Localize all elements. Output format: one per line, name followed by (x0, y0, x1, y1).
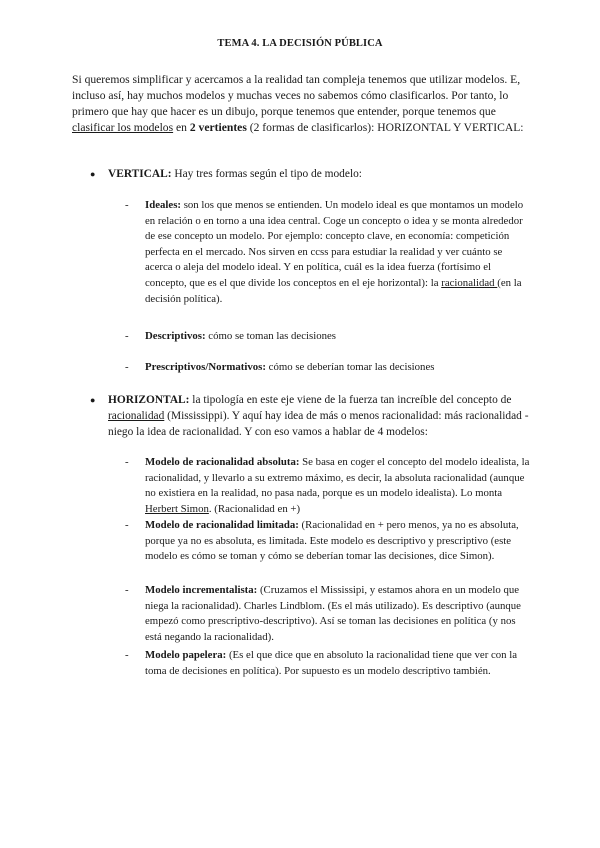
bullet-dot-icon: ● (90, 169, 96, 179)
dash-marker: - (125, 519, 129, 531)
subitem-prescriptivos (125, 360, 530, 376)
subitem-incrementalista-label: Modelo incrementalista: (145, 584, 258, 596)
subitem-racionalidad-absoluta (125, 455, 530, 517)
subitem-descriptivos (125, 329, 530, 345)
dash-marker: - (125, 584, 129, 596)
bullet-vertical-text (108, 167, 532, 183)
subitem-ideales-label: Ideales: (145, 199, 181, 211)
dash-marker: - (125, 456, 129, 468)
dash-marker: - (125, 649, 129, 661)
subitem-incrementalista (125, 583, 530, 645)
subitem-descriptivos-label: Descriptivos: (145, 330, 206, 342)
bullet-vertical (72, 167, 532, 183)
intro-text-2: en (173, 121, 190, 134)
bullet-horizontal-body-1: la tipología en este eje viene de la fuerza tan increíble del concepto de (189, 394, 512, 406)
intro-bold-text: 2 vertientes (189, 121, 247, 134)
page-title: TEMA 4. LA DECISIÓN PÚBLICA (217, 38, 383, 49)
subitem-ideales-tail: (en la decisión política). (145, 276, 522, 305)
subitem-absoluta-tail: . (Racionalidad en +) (208, 502, 301, 515)
bullet-horizontal (72, 393, 532, 440)
subitem-papelera (125, 648, 530, 679)
bullet-horizontal-body-2: (Mississippi). Y aquí hay idea de más o menos racionalidad: más racionalidad - niego la idea de racionalidad. Y con eso vamos a hablar de 4 modelos: (108, 409, 529, 438)
subitem-incrementalista-body: (Cruzamos el Mississipi, y estamos ahora en un modelo que niega la racionalidad). Charles Lindblom. (Es el más utilizado). Es descriptivo (aunque empezó como prescriptivo-descriptivo). Así se toman las decisiones en política (y nos está negando la racionalidad). (145, 584, 521, 643)
bullet-horizontal-label: HORIZONTAL: (108, 394, 190, 406)
subitem-absoluta-underlined: Herbert Simon (145, 502, 209, 515)
subitem-ideales-body: son los que menos se entienden. Un modelo ideal es que montamos un modelo en relación o en torno a una idea central. Coge un concepto o idea y se monta alrededor de ese concepto un modelo. Por ejemplo: concepto clave, en economía: competición perfecta en el mercado. Nos sirven en ccss para estudiar la realidad y ver cuánto se acerca o aleja del modelo ideal. Y en política, cuál es la idea fuerza (fortísimo el concepto, que es el que divide los conceptos en el eje horizontal): la (145, 199, 524, 289)
dash-marker: - (125, 199, 129, 211)
subitem-papelera-text (145, 648, 530, 679)
dash-marker: - (125, 330, 129, 342)
subitem-descriptivos-text (145, 329, 530, 345)
subitem-incrementalista-text (145, 583, 530, 645)
subitem-descriptivos-body: cómo se toman las decisiones (205, 330, 337, 342)
subitem-absoluta-text (145, 455, 530, 517)
subitem-racionalidad-limitada (125, 518, 530, 565)
subitem-ideales-underlined: racionalidad (441, 276, 498, 289)
bullet-vertical-label: VERTICAL: (108, 168, 172, 180)
bullet-dot-icon: ● (90, 395, 96, 405)
dash-marker: - (125, 361, 129, 373)
intro-text-1: Si queremos simplificar y acercamos a la realidad tan compleja tenemos que utilizar modelos. E, incluso así, hay muchos modelos y muchas veces no sabemos cómo clasificarlos. Por tanto, lo primero que hay que hacer es un dibujo, porque tenemos que entender, porque tenemos que (72, 73, 521, 118)
subitem-prescriptivos-text (145, 360, 530, 376)
bullet-horizontal-text (108, 393, 532, 440)
subitem-prescriptivos-body: cómo se deberían tomar las decisiones (265, 361, 435, 373)
subitem-ideales-text (145, 198, 530, 307)
subitem-limitada-text (145, 518, 530, 565)
subitem-papelera-body: (Es el que dice que en absoluto la racionalidad tiene que ver con la toma de decisiones en política). Por supuesto es un modelo descriptivo también. (145, 649, 518, 677)
intro-text-3: (2 formas de clasificarlos): HORIZONTAL Y VERTICAL: (246, 121, 524, 134)
intro-underlined-text: clasificar los modelos (72, 121, 174, 134)
subitem-limitada-label: Modelo de racionalidad limitada: (145, 519, 299, 531)
subitem-absoluta-body: Se basa en coger el concepto del modelo idealista, la racionalidad, y llevarlo a su extremo máximo, es decir, la absoluta racionalidad (aunque no existiera en la realidad, no pasa nada, porque es un modelo idealista). Lo monta (145, 456, 530, 500)
subitem-papelera-label: Modelo papelera: (145, 649, 227, 661)
intro-paragraph (72, 72, 532, 136)
bullet-vertical-body: Hay tres formas según el tipo de modelo: (171, 168, 362, 180)
subitem-absoluta-label: Modelo de racionalidad absoluta: (145, 456, 300, 468)
bullet-horizontal-underlined: racionalidad (108, 409, 165, 422)
subitem-limitada-body: (Racionalidad en + pero menos, ya no es absoluta, porque ya no es absoluta, es limitada. Este modelo es descriptivo y prescriptivo (este modelo es cómo se toman y cómo se deberían tomar las decisiones, dice Simon). (145, 519, 519, 563)
subitem-ideales (125, 198, 530, 307)
subitem-prescriptivos-label: Prescriptivos/Normativos: (145, 361, 266, 373)
